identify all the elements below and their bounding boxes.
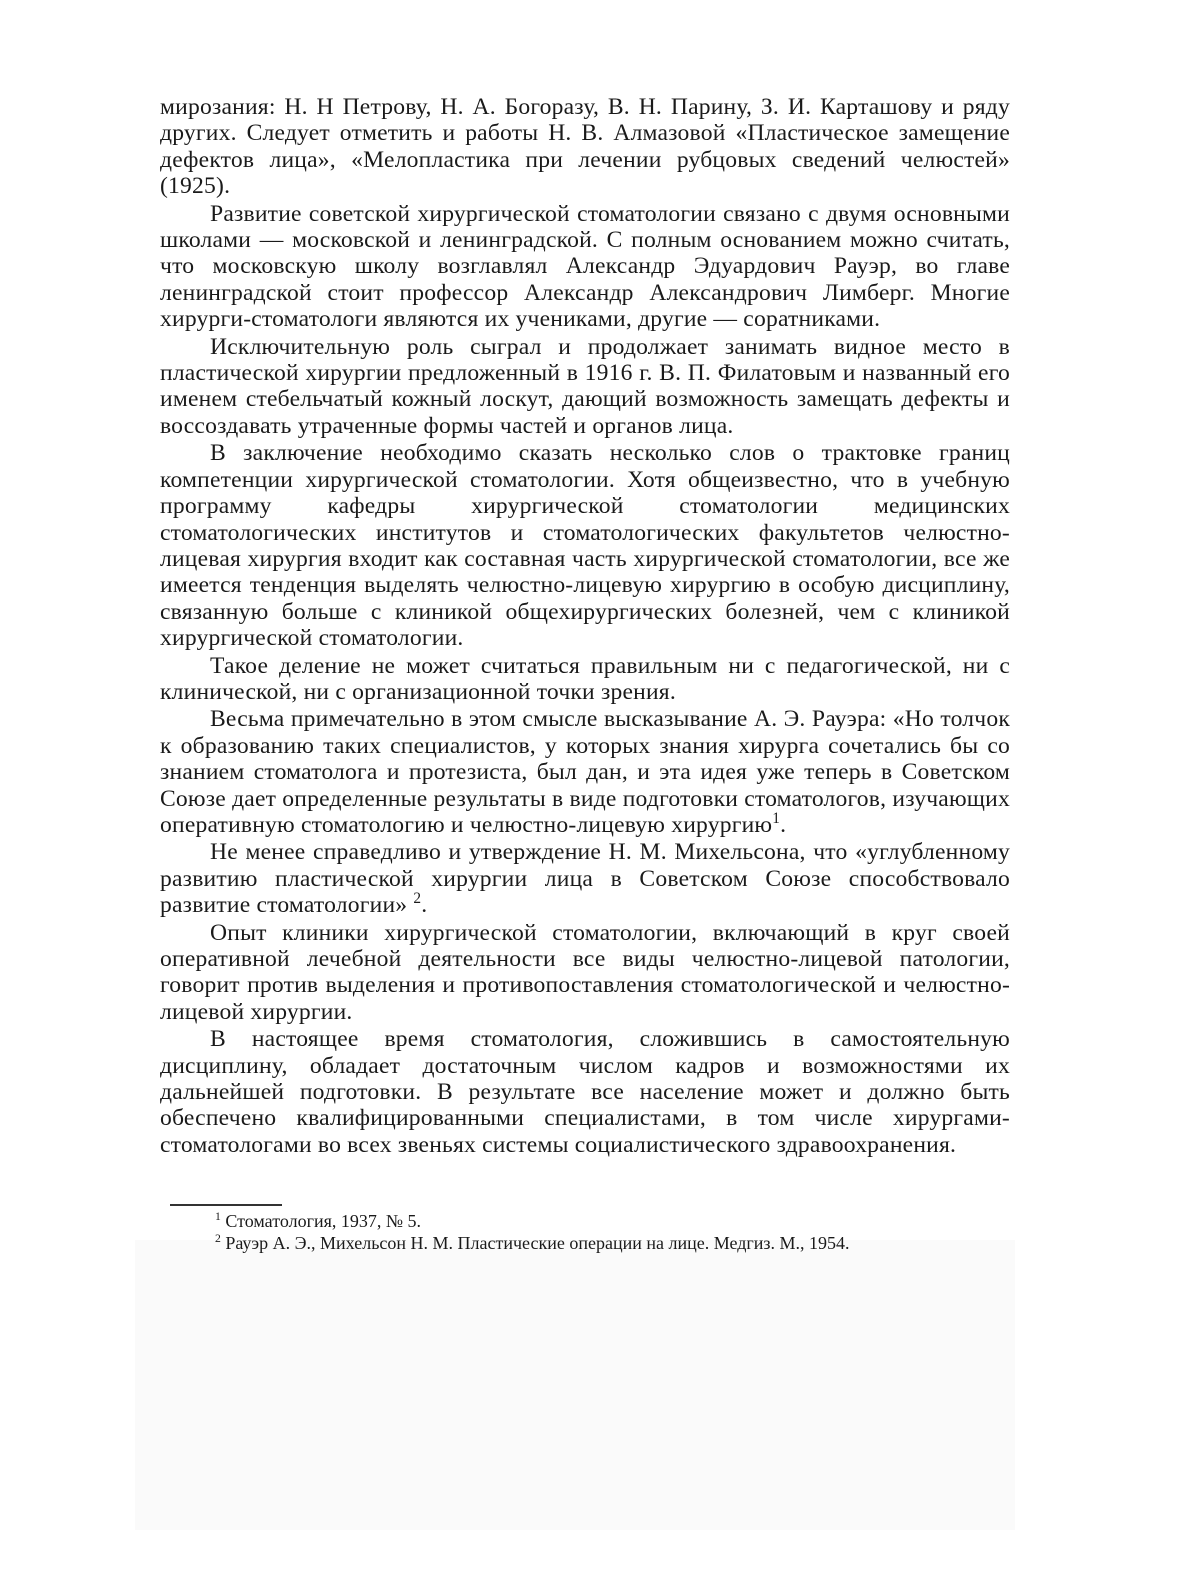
paragraph-continuation: мирозания: Н. Н Петрову, Н. А. Богоразу, В. Н. Парину, З. И. Карташову и ряду других. Следует отметить и работы Н. В. Алмазовой «Пластическое замещение дефектов лица», «Мелопластика при лечении рубцовых сведений челюстей» (1925). xyxy=(160,94,1010,200)
footnote-mark-1: 1 xyxy=(215,1210,221,1223)
footnote-1 xyxy=(215,1210,1015,1232)
footnote-2-text: Рауэр А. Э., Михельсон Н. М. Пластические операции на лице. Медгиз. М., 1954. xyxy=(225,1233,850,1253)
paragraph-filatov: Исключительную роль сыграл и продолжает занимать видное место в пластической хирургии предложенный в 1916 г. В. П. Филатовым и названный его именем стебельчатый кожный лоскут, дающий возможность замещать дефекты и воссоздавать утраченные формы частей и органов лица. xyxy=(160,333,1010,439)
footnote-ref-1: 1 xyxy=(772,810,781,828)
paragraph-present-time: В настоящее время стоматология, сложившись в самостоятельную дисциплину, обладает достаточным числом кадров и возможностями их дальнейшей подготовки. В результате все население может и должно быть обеспечено квалифицированными специалистами, в том числе хирургами-стоматологами во всех звеньях системы социалистического здравоохранения. xyxy=(160,1026,1010,1158)
rauer-quote-text: Весьма примечательно в этом смысле высказывание А. Э. Рауэра: «Но толчок к образованию таких специалистов, у которых знания хирурга сочетались бы со знанием стоматолога и протезиста, был дан, и эта идея уже теперь в Советском Союзе дает определенные результаты в виде подготовки стоматологов, изучающих оперативную стоматологию и челюстно-лицевую хирургию xyxy=(160,706,1010,838)
footnotes xyxy=(215,1210,1015,1254)
footnote-divider xyxy=(170,1204,282,1206)
paragraph-division: Такое деление не может считаться правильным ни с педагогической, ни с клинической, ни с организационной точки зрения. xyxy=(160,652,1010,705)
michelson-quote-text: Не менее справедливо и утверждение Н. М. Михельсона, что «углубленному развитию пластической хирургии лица в Советском Союзе способствовало развитие стоматологии» xyxy=(160,839,1010,919)
footnote-2 xyxy=(215,1232,1015,1254)
paragraph-clinic-experience: Опыт клиники хирургической стоматологии, включающий в круг своей оперативной лечебной деятельности все виды челюстно-лицевой патологии, говорит против выделения и противопоставления стоматологической и челюстно-лицевой хирургии. xyxy=(160,919,1010,1025)
footnote-ref-2: 2 xyxy=(413,890,422,908)
paragraph-rauer-quote: Весьма примечательно в этом смысле высказывание А. Э. Рауэра: «Но толчок к образованию таких специалистов, у которых знания хирурга сочетались бы со знанием стоматолога и протезиста, был дан, и эта идея уже теперь в Советском Союзе дает определенные результаты в виде подготовки стоматологов, изучающих оперативную стоматологию и челюстно-лицевую хирургию$^1$. xyxy=(160,706,1010,838)
paragraph-michelson-quote: Не менее справедливо и утверждение Н. М. Михельсона, что «углубленному развитию пластической хирургии лица в Советском Союзе способствовало развитие стоматологии» $^2$. xyxy=(160,839,1010,919)
footnote-1-text: Стоматология, 1937, № 5. xyxy=(225,1211,422,1231)
paragraph-schools: Развитие советской хирургической стоматологии связано с двумя основными школами — московской и ленинградской. С полным основанием можно считать, что московскую школу возглавлял Александр Эдуардович Рауэр, во главе ленинградской стоит профессор Александр Александрович Лимберг. Многие хирурги-стоматологи являются их учениками, другие — соратниками. xyxy=(160,200,1010,333)
main-text xyxy=(160,94,1010,1158)
paragraph-competence: В заключение необходимо сказать несколько слов о трактовке границ компетенции хирургической стоматологии. Хотя общеизвестно, что в учебную программу кафедры хирургической стоматологии медицинских стоматологических институтов и стоматологических факультетов челюстно-лицевая хирургия входит как составная часть хирургической стоматологии, все же имеется тенденция выделять челюстно-лицевую хирургию в особую дисциплину, связанную больше с клиникой общехирургических болезней, чем с клиникой хирургической стоматологии. xyxy=(160,440,1010,652)
footnote-mark-2: 2 xyxy=(215,1232,221,1245)
scan-shading xyxy=(135,1240,1015,1530)
